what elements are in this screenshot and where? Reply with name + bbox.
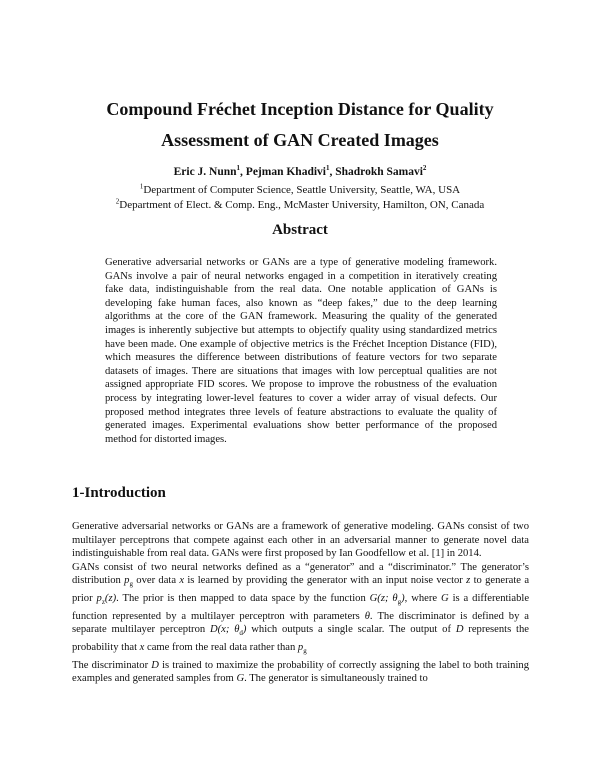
title-line-2: Assessment of GAN Created Images	[161, 130, 439, 150]
intro-paragraph-1: Generative adversarial networks or GANs are a framework of generative modeling. GANs consist of two multilayer perceptrons that compete against each other in an adversarial manner to generate novel data indistinguishable from real data. GANs were first proposed by Ian Goodfellow et al. [1] in 2014.	[72, 521, 529, 560]
text-run: which outputs a single scalar. The output of	[246, 624, 456, 636]
section-heading: 1-Introduction	[72, 485, 166, 501]
math-subscript: g	[303, 647, 307, 656]
author-affil-mark: 1	[236, 164, 241, 173]
author-name: Pejman Khadivi	[245, 166, 326, 178]
title-line-1: Compound Fréchet Inception Distance for Quality	[106, 99, 494, 119]
author-affil-mark: 2	[422, 164, 427, 173]
author-name: Shadrokh Samavi	[335, 166, 423, 178]
text-run: . The discriminator is defined by a separate multilayer perceptron	[72, 610, 529, 636]
math-expr: G(z; θ	[369, 593, 398, 605]
text-run: is learned by providing the generator with an input noise vector	[184, 575, 467, 587]
affiliation	[30, 184, 570, 196]
text-run: The discriminator	[72, 659, 152, 671]
math-var: z	[466, 575, 471, 587]
paper-title	[60, 94, 540, 156]
math-subscript: z	[101, 598, 105, 607]
affiliation-text: Department of Elect. & Comp. Eng., McMaster University, Hamilton, ON, Canada	[119, 199, 485, 211]
author-list	[40, 166, 560, 178]
intro-paragraph-3	[72, 659, 529, 686]
intro-paragraph-2	[72, 561, 529, 659]
text-run: is a differentiable function represented by a multilayer perceptron with parameters	[72, 593, 530, 622]
math-var: x	[179, 575, 185, 587]
text-run: , where	[404, 593, 441, 605]
affiliation-text: Department of Computer Science, Seattle University, Seattle, WA, USA	[143, 184, 461, 196]
author-name: Eric J. Nunn	[173, 166, 237, 178]
math-subscript: g	[129, 580, 133, 589]
math-var: x	[139, 642, 145, 654]
text-run: is trained to maximize the probability of correctly assigning the label to both training examples and generated samples from	[72, 659, 529, 685]
abstract-body: Generative adversarial networks or GANs are a type of generative modeling framework. GANs involve a pair of neural networks engaged in a competition in iteratively creating fake data, indistinguishable from the real data. One notable application of GANs is developing fake human faces, also known as “deep fakes,” due to the deep learning algorithms at the core of the GAN framework. Measuring the quality of the generated images is inherently subjective but attempts to objectify quality using standardized metrics have been made. One example of objective metrics is the Fréchet Inception Distance (FID), which measures the difference between distributions of feature vectors for two separate datasets of images. There are situations that images with low perceptual qualities are not assigned appropriate FID scores. We propose to improve the robustness of the evaluation process by integrating lower-level features to cover a wider array of visual defects. Our proposed method integrates three levels of feature abstractions to evaluate the quality of generated images. Experimental evaluations show better performance of the proposed method for distorted images.	[105, 257, 497, 445]
math-expr: )	[242, 624, 247, 636]
math-var: D	[455, 624, 464, 636]
affiliation-mark: 1	[139, 182, 144, 191]
math-var: p	[297, 642, 304, 654]
text-run: . The generator is simultaneously trained to	[244, 673, 428, 685]
text-run: to generate a prior	[72, 575, 530, 605]
text-run: represents the probability that	[72, 624, 530, 654]
author-separator: ,	[240, 166, 246, 178]
affiliation	[30, 199, 570, 211]
math-expr: D(x; θ	[209, 624, 240, 636]
math-subscript: g	[397, 598, 402, 607]
math-var: p	[96, 593, 102, 605]
affiliation-mark: 2	[115, 197, 120, 206]
text-run: . The prior is then mapped to data space by the function	[116, 593, 370, 605]
author-separator: ,	[329, 166, 336, 178]
text-run: over data	[132, 575, 180, 587]
math-expr: )	[401, 593, 405, 605]
math-var: G	[441, 593, 449, 605]
introduction-body	[72, 520, 529, 686]
math-var: p	[124, 575, 130, 587]
text-run: GANs consist of two neural networks defined as a “generator” and a “discriminator.” The generator’s distribution	[72, 561, 529, 587]
abstract-heading: Abstract	[272, 222, 328, 238]
math-subscript: d	[239, 629, 243, 638]
math-var: D	[151, 659, 159, 671]
math-var: θ	[364, 610, 370, 622]
text-run: came from the real data rather than	[144, 642, 298, 654]
math-var: (z)	[104, 593, 117, 605]
math-var: G	[236, 673, 245, 685]
author-affil-mark: 1	[325, 164, 330, 173]
